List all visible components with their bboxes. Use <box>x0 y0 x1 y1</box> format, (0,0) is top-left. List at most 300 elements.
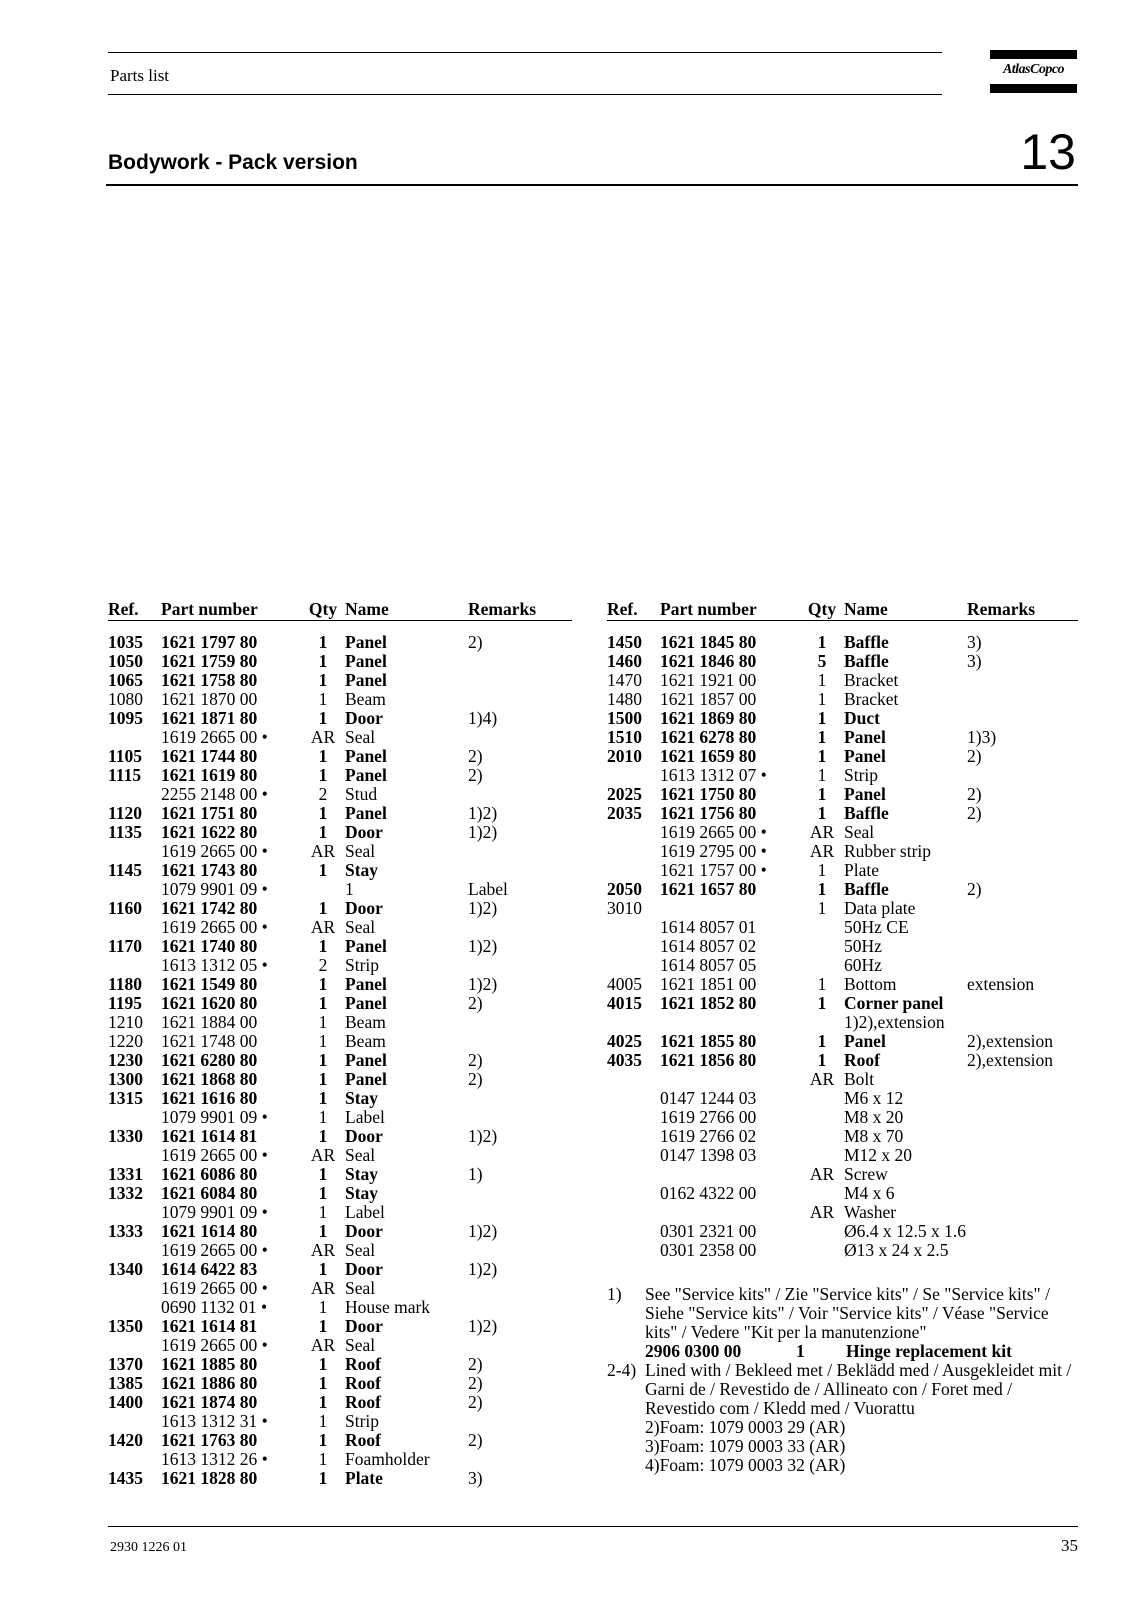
name-cell: Roof <box>844 1050 880 1070</box>
part-number-cell: 1621 1748 00 <box>161 1031 258 1051</box>
part-number-cell: 0147 1244 03 <box>660 1088 757 1108</box>
table-row <box>108 709 572 728</box>
part-number-cell: 1621 1620 80 <box>161 993 258 1013</box>
qty-cell: 1 <box>318 1411 328 1431</box>
remarks-cell <box>468 1013 572 1032</box>
remarks-cell <box>468 861 572 880</box>
ref-cell: 1480 <box>607 689 642 709</box>
table-row <box>607 1222 1078 1241</box>
ref-cell <box>108 1336 161 1355</box>
remarks-cell: 2) <box>468 632 483 652</box>
name-cell: Strip <box>345 1411 380 1431</box>
name-cell: Door <box>345 822 383 842</box>
name-cell: Panel <box>844 1031 886 1051</box>
table-row <box>108 1317 572 1336</box>
remarks-cell: 1)2) <box>468 974 498 994</box>
name-cell: Panel <box>844 784 886 804</box>
ref-cell: 4025 <box>607 1031 642 1051</box>
qty-cell: AR <box>310 917 336 937</box>
ref-cell: 4015 <box>607 993 642 1013</box>
qty-cell: AR <box>809 1069 835 1089</box>
name-cell: Panel <box>844 727 886 747</box>
qty-cell: 1 <box>318 1430 328 1450</box>
ref-cell: 1450 <box>607 632 642 652</box>
name-cell: Seal <box>844 822 875 842</box>
remarks-cell: 1)2) <box>468 1316 498 1336</box>
qty-cell: 1 <box>318 765 328 785</box>
ref-cell: 1095 <box>108 708 143 728</box>
ref-cell: 1315 <box>108 1088 143 1108</box>
ref-cell <box>607 1241 660 1260</box>
kit-qty: 1 <box>796 1341 805 1361</box>
qty-cell <box>800 1184 844 1203</box>
table-row <box>607 1108 1078 1127</box>
ref-cell <box>607 1222 660 1241</box>
ref-cell <box>108 1279 161 1298</box>
ref-cell: 1460 <box>607 651 642 671</box>
table-row <box>108 1051 572 1070</box>
ref-cell: 3010 <box>607 898 642 918</box>
name-cell: Stay <box>345 1164 379 1184</box>
part-number-cell: 1613 1312 07 • <box>660 765 767 785</box>
table-row <box>108 1184 572 1203</box>
ref-cell: 1420 <box>108 1430 143 1450</box>
remarks-cell: 2),extension <box>967 1050 1054 1070</box>
remarks-cell: extension <box>967 974 1035 994</box>
remarks-cell <box>967 1184 1078 1203</box>
name-cell: Strip <box>844 765 879 785</box>
qty-cell: 1 <box>318 746 328 766</box>
brand-logo <box>990 50 1077 94</box>
ref-cell <box>607 1165 660 1184</box>
ref-cell <box>607 766 660 785</box>
part-number-cell: 1619 2795 00 • <box>660 841 767 861</box>
table-row <box>607 1013 1078 1032</box>
remarks-cell: 2),extension <box>967 1031 1054 1051</box>
remarks-cell: 2) <box>967 784 982 804</box>
name-cell: Panel <box>345 974 387 994</box>
table-row <box>607 937 1078 956</box>
table-row <box>108 671 572 690</box>
table-row <box>108 1298 572 1317</box>
qty-cell: 1 <box>817 746 827 766</box>
table-row <box>607 842 1078 861</box>
table-row <box>108 1431 572 1450</box>
ref-cell: 1195 <box>108 993 143 1013</box>
name-cell: Baffle <box>844 632 889 652</box>
part-number-cell: 1621 1886 80 <box>161 1373 258 1393</box>
logo-wordmark: AtlasCopco <box>1002 62 1065 77</box>
qty-cell: 1 <box>817 727 827 747</box>
part-number-cell: 1614 8057 05 <box>660 955 757 975</box>
remarks-cell <box>468 785 572 804</box>
part-number-cell: 1621 1763 80 <box>161 1430 258 1450</box>
name-cell: Baffle <box>844 879 889 899</box>
ref-cell: 1035 <box>108 632 143 652</box>
ref-cell: 1220 <box>108 1031 143 1051</box>
part-number-cell: 0690 1132 01 • <box>161 1297 268 1317</box>
remarks-cell <box>967 842 1078 861</box>
qty-cell: 1 <box>817 784 827 804</box>
name-cell: Stay <box>345 1183 379 1203</box>
qty-cell: 1 <box>318 1468 328 1488</box>
part-number-cell: 1621 1657 80 <box>660 879 757 899</box>
part-number-cell: 1621 1845 80 <box>660 632 757 652</box>
qty-cell: 1 <box>318 1183 328 1203</box>
page-title: Bodywork - Pack version <box>108 151 358 174</box>
remarks-cell: 1)2) <box>468 898 498 918</box>
qty-cell: 1 <box>817 993 827 1013</box>
name-cell: 60Hz <box>844 955 882 975</box>
remarks-cell <box>468 1241 572 1260</box>
qty-cell: AR <box>809 822 835 842</box>
qty-cell: 1 <box>318 1392 328 1412</box>
remarks-cell <box>967 861 1078 880</box>
table-row <box>607 652 1078 671</box>
ref-cell: 4035 <box>607 1050 642 1070</box>
footnote-2-4 <box>607 1361 1082 1475</box>
name-cell: 50Hz <box>844 936 882 956</box>
qty-cell: AR <box>310 727 336 747</box>
table-row <box>108 766 572 785</box>
table-row <box>108 994 572 1013</box>
part-number-cell: 1621 1622 80 <box>161 822 258 842</box>
name-cell: Stay <box>345 860 379 880</box>
qty-cell: 1 <box>318 993 328 1013</box>
table-row <box>607 804 1078 823</box>
qty-cell: 1 <box>318 1297 328 1317</box>
name-cell: Panel <box>345 803 387 823</box>
qty-cell: 1 <box>318 1449 328 1469</box>
remarks-cell <box>967 1165 1078 1184</box>
ref-cell: 1400 <box>108 1392 143 1412</box>
remarks-cell <box>967 1241 1078 1260</box>
table-row <box>607 1146 1078 1165</box>
parts-table-left-body <box>108 621 572 1489</box>
ref-cell <box>108 1412 161 1431</box>
header-label: Parts list <box>110 66 170 85</box>
foam-note-2: 2)Foam: 1079 0003 29 (AR) <box>645 1417 846 1437</box>
part-number-cell: 1621 6280 80 <box>161 1050 258 1070</box>
ref-cell: 1115 <box>108 765 142 785</box>
remarks-cell <box>967 899 1078 918</box>
qty-cell: 1 <box>817 1050 827 1070</box>
ref-cell: 4005 <box>607 974 642 994</box>
qty-cell <box>800 937 844 956</box>
qty-cell <box>800 918 844 937</box>
parts-table-left <box>108 592 572 1488</box>
ref-cell: 1332 <box>108 1183 143 1203</box>
column-header-ref: Ref. <box>108 592 161 621</box>
remarks-cell <box>967 1089 1078 1108</box>
remarks-cell: 1)2) <box>468 1221 498 1241</box>
qty-cell: AR <box>310 1145 336 1165</box>
remarks-cell: 2) <box>468 1069 483 1089</box>
table-row <box>607 823 1078 842</box>
name-cell: Rubber strip <box>844 841 932 861</box>
qty-cell: 1 <box>318 1316 328 1336</box>
footnote-1 <box>607 1285 1082 1361</box>
part-number-cell: 1621 1868 80 <box>161 1069 258 1089</box>
part-number-cell: 1079 9901 09 • <box>161 879 268 899</box>
name-cell: Door <box>345 1126 383 1146</box>
qty-cell: 1 <box>318 689 328 709</box>
ref-cell: 1105 <box>108 746 143 766</box>
name-cell: House mark <box>345 1297 431 1317</box>
qty-cell: 5 <box>817 651 827 671</box>
qty-cell: AR <box>310 1278 336 1298</box>
table-row <box>108 861 572 880</box>
table-header-row <box>607 592 1078 621</box>
ref-cell <box>607 1089 660 1108</box>
part-number-cell: 1614 6422 83 <box>161 1259 258 1279</box>
part-number-cell: 1621 1549 80 <box>161 974 258 994</box>
table-row <box>108 937 572 956</box>
name-cell: 1)2),extension <box>844 1012 945 1032</box>
table-row <box>108 633 572 652</box>
part-number-cell: 1621 1614 81 <box>161 1316 258 1336</box>
parts-table-right <box>607 592 1078 1260</box>
remarks-cell: 2) <box>468 765 483 785</box>
remarks-cell <box>967 1203 1078 1222</box>
remarks-cell: 2) <box>468 993 483 1013</box>
part-number-cell: 1621 1870 00 <box>161 689 258 709</box>
qty-cell <box>800 1241 844 1260</box>
table-row <box>108 1127 572 1146</box>
table-row <box>108 1469 572 1488</box>
part-number-cell: 1621 1758 80 <box>161 670 258 690</box>
ref-cell: 1333 <box>108 1221 143 1241</box>
qty-cell <box>800 1089 844 1108</box>
remarks-cell <box>967 823 1078 842</box>
name-cell: Foamholder <box>345 1449 430 1469</box>
name-cell: Panel <box>345 993 387 1013</box>
ref-cell <box>108 785 161 804</box>
foam-note-3: 3)Foam: 1079 0003 33 (AR) <box>645 1436 846 1456</box>
name-cell: Corner panel <box>844 993 944 1013</box>
part-number-cell: 1619 2665 00 • <box>161 1278 268 1298</box>
ref-cell: 1210 <box>108 1012 143 1032</box>
remarks-cell <box>468 1032 572 1051</box>
table-row <box>108 728 572 747</box>
name-cell: Seal <box>345 1145 376 1165</box>
ref-cell: 2050 <box>607 879 642 899</box>
remarks-cell <box>468 918 572 937</box>
part-number-cell: 1621 1742 80 <box>161 898 258 918</box>
qty-cell: 1 <box>318 1126 328 1146</box>
table-row <box>108 823 572 842</box>
remarks-cell: 2) <box>967 746 982 766</box>
name-cell: Plate <box>844 860 879 880</box>
table-row <box>108 690 572 709</box>
ref-cell <box>607 1070 660 1089</box>
ref-cell <box>108 918 161 937</box>
remarks-cell <box>967 709 1078 728</box>
qty-cell: 1 <box>318 1202 328 1222</box>
part-number-cell: 1619 2665 00 • <box>161 1145 268 1165</box>
ref-cell <box>607 1108 660 1127</box>
part-number-cell: 1621 6086 80 <box>161 1164 258 1184</box>
qty-cell: 1 <box>318 898 328 918</box>
part-number-cell: 1621 1614 81 <box>161 1126 258 1146</box>
part-number-cell: 1079 9901 09 • <box>161 1107 268 1127</box>
remarks-cell <box>468 1108 572 1127</box>
ref-cell <box>108 1450 161 1469</box>
qty-cell: 1 <box>318 1069 328 1089</box>
name-cell: Ø13 x 24 x 2.5 <box>844 1240 949 1260</box>
remarks-cell <box>967 1108 1078 1127</box>
table-row <box>108 1241 572 1260</box>
ref-cell: 1340 <box>108 1259 143 1279</box>
ref-cell: 1170 <box>108 936 143 956</box>
table-row <box>607 956 1078 975</box>
ref-cell: 1330 <box>108 1126 143 1146</box>
remarks-cell: 1)4) <box>468 708 498 728</box>
remarks-cell <box>468 671 572 690</box>
name-cell: Baffle <box>844 803 889 823</box>
qty-cell <box>800 1013 844 1032</box>
ref-cell <box>607 1013 660 1032</box>
ref-cell <box>108 1241 161 1260</box>
table-row <box>108 842 572 861</box>
part-number-cell: 1621 1750 80 <box>660 784 757 804</box>
qty-cell: 1 <box>318 1373 328 1393</box>
ref-cell <box>108 842 161 861</box>
ref-cell: 1120 <box>108 803 143 823</box>
part-number-cell: 1621 1856 80 <box>660 1050 757 1070</box>
qty-cell: 1 <box>817 632 827 652</box>
table-row <box>607 747 1078 766</box>
remarks-cell: Label <box>468 879 508 899</box>
name-cell: Bracket <box>844 670 899 690</box>
part-number-cell <box>660 1165 800 1184</box>
name-cell: 1 <box>345 879 354 899</box>
table-row <box>607 975 1078 994</box>
remarks-cell <box>967 918 1078 937</box>
qty-cell: 2 <box>318 784 328 804</box>
table-row <box>108 652 572 671</box>
part-number-cell <box>660 1203 800 1222</box>
remarks-cell <box>967 1070 1078 1089</box>
table-row <box>108 880 572 899</box>
part-number-cell: 1621 6084 80 <box>161 1183 258 1203</box>
remarks-cell <box>468 652 572 671</box>
table-row <box>607 1203 1078 1222</box>
column-header-ref: Ref. <box>607 592 660 621</box>
part-number-cell: 1621 1884 00 <box>161 1012 258 1032</box>
ref-cell <box>108 1108 161 1127</box>
title-rule <box>106 184 1078 186</box>
name-cell: Roof <box>345 1354 381 1374</box>
table-row <box>607 1165 1078 1184</box>
part-number-cell: 1079 9901 09 • <box>161 1202 268 1222</box>
name-cell: Beam <box>345 689 386 709</box>
remarks-cell: 1)3) <box>967 727 997 747</box>
ref-cell: 1065 <box>108 670 143 690</box>
remarks-cell <box>967 690 1078 709</box>
remarks-cell <box>468 1279 572 1298</box>
table-row <box>108 899 572 918</box>
remarks-cell <box>468 728 572 747</box>
part-number-cell: 1619 2766 02 <box>660 1126 757 1146</box>
ref-cell: 1385 <box>108 1373 143 1393</box>
name-cell: Ø6.4 x 12.5 x 1.6 <box>844 1221 967 1241</box>
name-cell: Door <box>345 1316 383 1336</box>
part-number-cell: 1621 1855 80 <box>660 1031 757 1051</box>
ref-cell <box>607 842 660 861</box>
table-row <box>607 709 1078 728</box>
qty-cell: 1 <box>318 1354 328 1374</box>
table-row <box>108 804 572 823</box>
part-number-cell: 1613 1312 26 • <box>161 1449 268 1469</box>
ref-cell <box>108 1298 161 1317</box>
qty-cell <box>800 1127 844 1146</box>
qty-cell: 1 <box>318 670 328 690</box>
qty-cell: 1 <box>318 974 328 994</box>
name-cell: Seal <box>345 1335 376 1355</box>
qty-cell: AR <box>310 1240 336 1260</box>
qty-cell: 1 <box>817 803 827 823</box>
footnote-1-key: 1) <box>607 1284 622 1304</box>
remarks-cell: 2) <box>468 1392 483 1412</box>
name-cell: Stay <box>345 1088 379 1108</box>
part-number-cell: 1621 1874 80 <box>161 1392 258 1412</box>
remarks-cell: 1)2) <box>468 1126 498 1146</box>
qty-cell: 1 <box>817 1031 827 1051</box>
table-row <box>108 918 572 937</box>
column-header-part-number: Part number <box>161 592 301 621</box>
ref-cell: 1230 <box>108 1050 143 1070</box>
ref-cell <box>607 918 660 937</box>
name-cell: 50Hz CE <box>844 917 909 937</box>
qty-cell: 1 <box>318 822 328 842</box>
table-row <box>108 1260 572 1279</box>
table-row <box>108 1355 572 1374</box>
table-row <box>607 1184 1078 1203</box>
part-number-cell: 1621 1659 80 <box>660 746 757 766</box>
name-cell: Seal <box>345 727 376 747</box>
name-cell: M8 x 20 <box>844 1107 904 1127</box>
remarks-cell <box>468 1412 572 1431</box>
remarks-cell: 1) <box>468 1164 483 1184</box>
name-cell: Door <box>345 1259 383 1279</box>
name-cell: Roof <box>345 1373 381 1393</box>
qty-cell: 1 <box>318 708 328 728</box>
remarks-cell <box>468 956 572 975</box>
qty-cell: 1 <box>817 898 827 918</box>
header-bottom-rule <box>108 94 942 95</box>
qty-cell <box>800 1146 844 1165</box>
column-header-qty: Qty <box>301 592 345 621</box>
name-cell: M4 x 6 <box>844 1183 895 1203</box>
table-row <box>108 1165 572 1184</box>
ref-cell: 1350 <box>108 1316 143 1336</box>
remarks-cell: 2) <box>967 803 982 823</box>
remarks-cell <box>967 1222 1078 1241</box>
table-row <box>607 728 1078 747</box>
remarks-cell <box>468 1298 572 1317</box>
footnote-2-4-key: 2-4) <box>607 1360 637 1380</box>
part-number-cell: 1619 2665 00 • <box>161 727 268 747</box>
ref-cell <box>108 956 161 975</box>
name-cell: Door <box>345 1221 383 1241</box>
remarks-cell: 1)2) <box>468 936 498 956</box>
kit-name: Hinge replacement kit <box>846 1341 1012 1361</box>
ref-cell: 1370 <box>108 1354 143 1374</box>
qty-cell: 1 <box>318 936 328 956</box>
part-number-cell: 1619 2665 00 • <box>161 1240 268 1260</box>
table-row <box>607 1051 1078 1070</box>
